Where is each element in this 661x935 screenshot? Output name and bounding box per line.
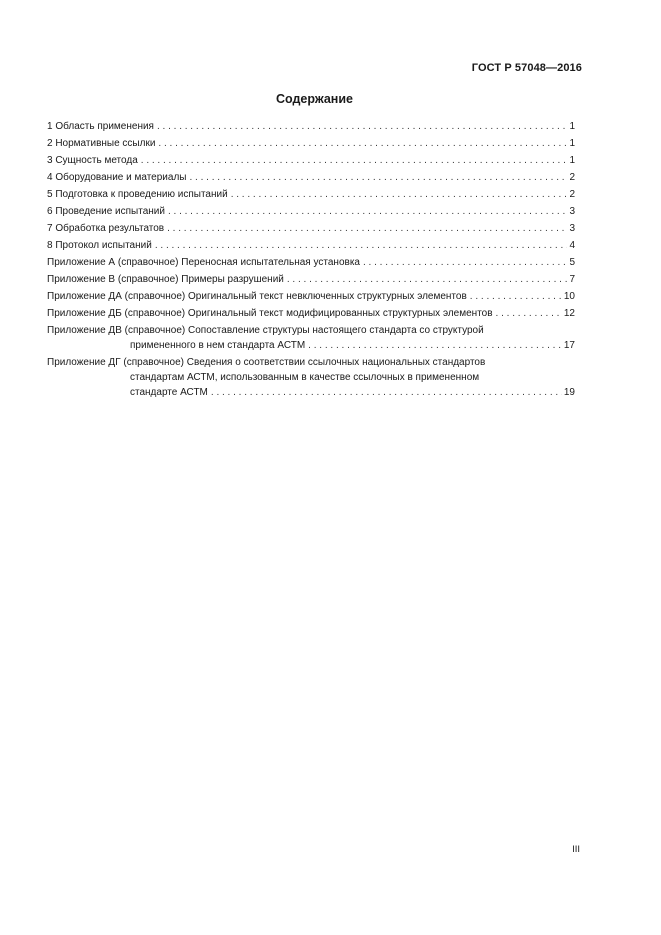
toc-entry-page: 3: [569, 223, 575, 234]
toc-entry-page: 2: [569, 172, 575, 183]
toc-entry-page: 4: [569, 240, 575, 251]
dot-leader: [496, 306, 562, 321]
toc-entry[interactable]: [47, 355, 575, 400]
toc-entry-page: 19: [563, 387, 575, 398]
toc-entry-label: Приложение В (справочное) Примеры разрушений: [47, 274, 284, 285]
toc-entry[interactable]: [47, 306, 575, 321]
toc-entry-page: 7: [569, 274, 575, 285]
dot-leader: [470, 289, 562, 304]
toc-entry[interactable]: [47, 204, 575, 219]
toc-entry[interactable]: [47, 136, 575, 151]
table-of-contents: [47, 119, 575, 402]
dot-leader: [168, 204, 567, 219]
document-code: ГОСТ Р 57048—2016: [471, 62, 582, 74]
dot-leader: [211, 385, 562, 400]
toc-entry[interactable]: [47, 187, 575, 202]
toc-entry-label: 7 Обработка результатов: [47, 223, 165, 234]
dot-leader: [231, 187, 568, 202]
toc-entry-page: 17: [563, 340, 575, 351]
toc-entry-label-continued: стандарте АСТМ: [130, 387, 208, 398]
toc-entry-label: 1 Область применения: [47, 121, 154, 132]
toc-entry-page: 3: [569, 206, 575, 217]
toc-entry[interactable]: [47, 153, 575, 168]
toc-entry-label: 2 Нормативные ссылки: [47, 138, 156, 149]
toc-entry-page: 1: [569, 138, 575, 149]
toc-entry-label-continued: примененного в нем стандарта АСТМ: [130, 340, 306, 351]
toc-entry-page: 2: [569, 189, 575, 200]
toc-entry[interactable]: [47, 238, 575, 253]
dot-leader: [155, 238, 568, 253]
page-number: III: [572, 844, 580, 855]
toc-entry-label: Приложение ДВ (справочное) Сопоставление структуры настоящего стандарта со структурой: [47, 325, 484, 336]
toc-entry-label: Приложение А (справочное) Переносная испытательная установка: [47, 257, 360, 268]
dot-leader: [167, 221, 567, 236]
toc-entry[interactable]: [47, 272, 575, 287]
dot-leader: [158, 136, 567, 151]
toc-entry-page: 5: [569, 257, 575, 268]
toc-entry[interactable]: [47, 255, 575, 270]
toc-entry[interactable]: [47, 170, 575, 185]
dot-leader: [157, 119, 567, 134]
dot-leader: [363, 255, 567, 270]
dot-leader: [308, 338, 562, 353]
toc-entry-label-continued: стандартам АСТМ, использованным в качестве ссылочных в примененном: [130, 372, 480, 383]
toc-entry[interactable]: [47, 221, 575, 236]
toc-entry-page: 1: [569, 155, 575, 166]
dot-leader: [287, 272, 568, 287]
dot-leader: [141, 153, 568, 168]
toc-entry-page: 1: [569, 121, 575, 132]
toc-entry-page: 10: [563, 291, 575, 302]
toc-title: Содержание: [275, 92, 353, 106]
dot-leader: [189, 170, 567, 185]
toc-entry-label: Приложение ДБ (справочное) Оригинальный текст модифицированных структурных элементов: [47, 308, 493, 319]
toc-entry-page: 12: [563, 308, 575, 319]
toc-entry-label: 4 Оборудование и материалы: [47, 172, 187, 183]
toc-entry-label: 6 Проведение испытаний: [47, 206, 165, 217]
toc-entry-label: 8 Протокол испытаний: [47, 240, 152, 251]
toc-entry[interactable]: [47, 323, 575, 353]
toc-entry-label: Приложение ДА (справочное) Оригинальный текст невключенных структурных элементов: [47, 291, 467, 302]
toc-entry-label: 5 Подготовка к проведению испытаний: [47, 189, 228, 200]
toc-entry[interactable]: [47, 119, 575, 134]
toc-entry-label: 3 Сущность метода: [47, 155, 138, 166]
toc-entry[interactable]: [47, 289, 575, 304]
toc-entry-label: Приложение ДГ (справочное) Сведения о соответствии ссылочных национальных стандартов: [47, 357, 486, 368]
